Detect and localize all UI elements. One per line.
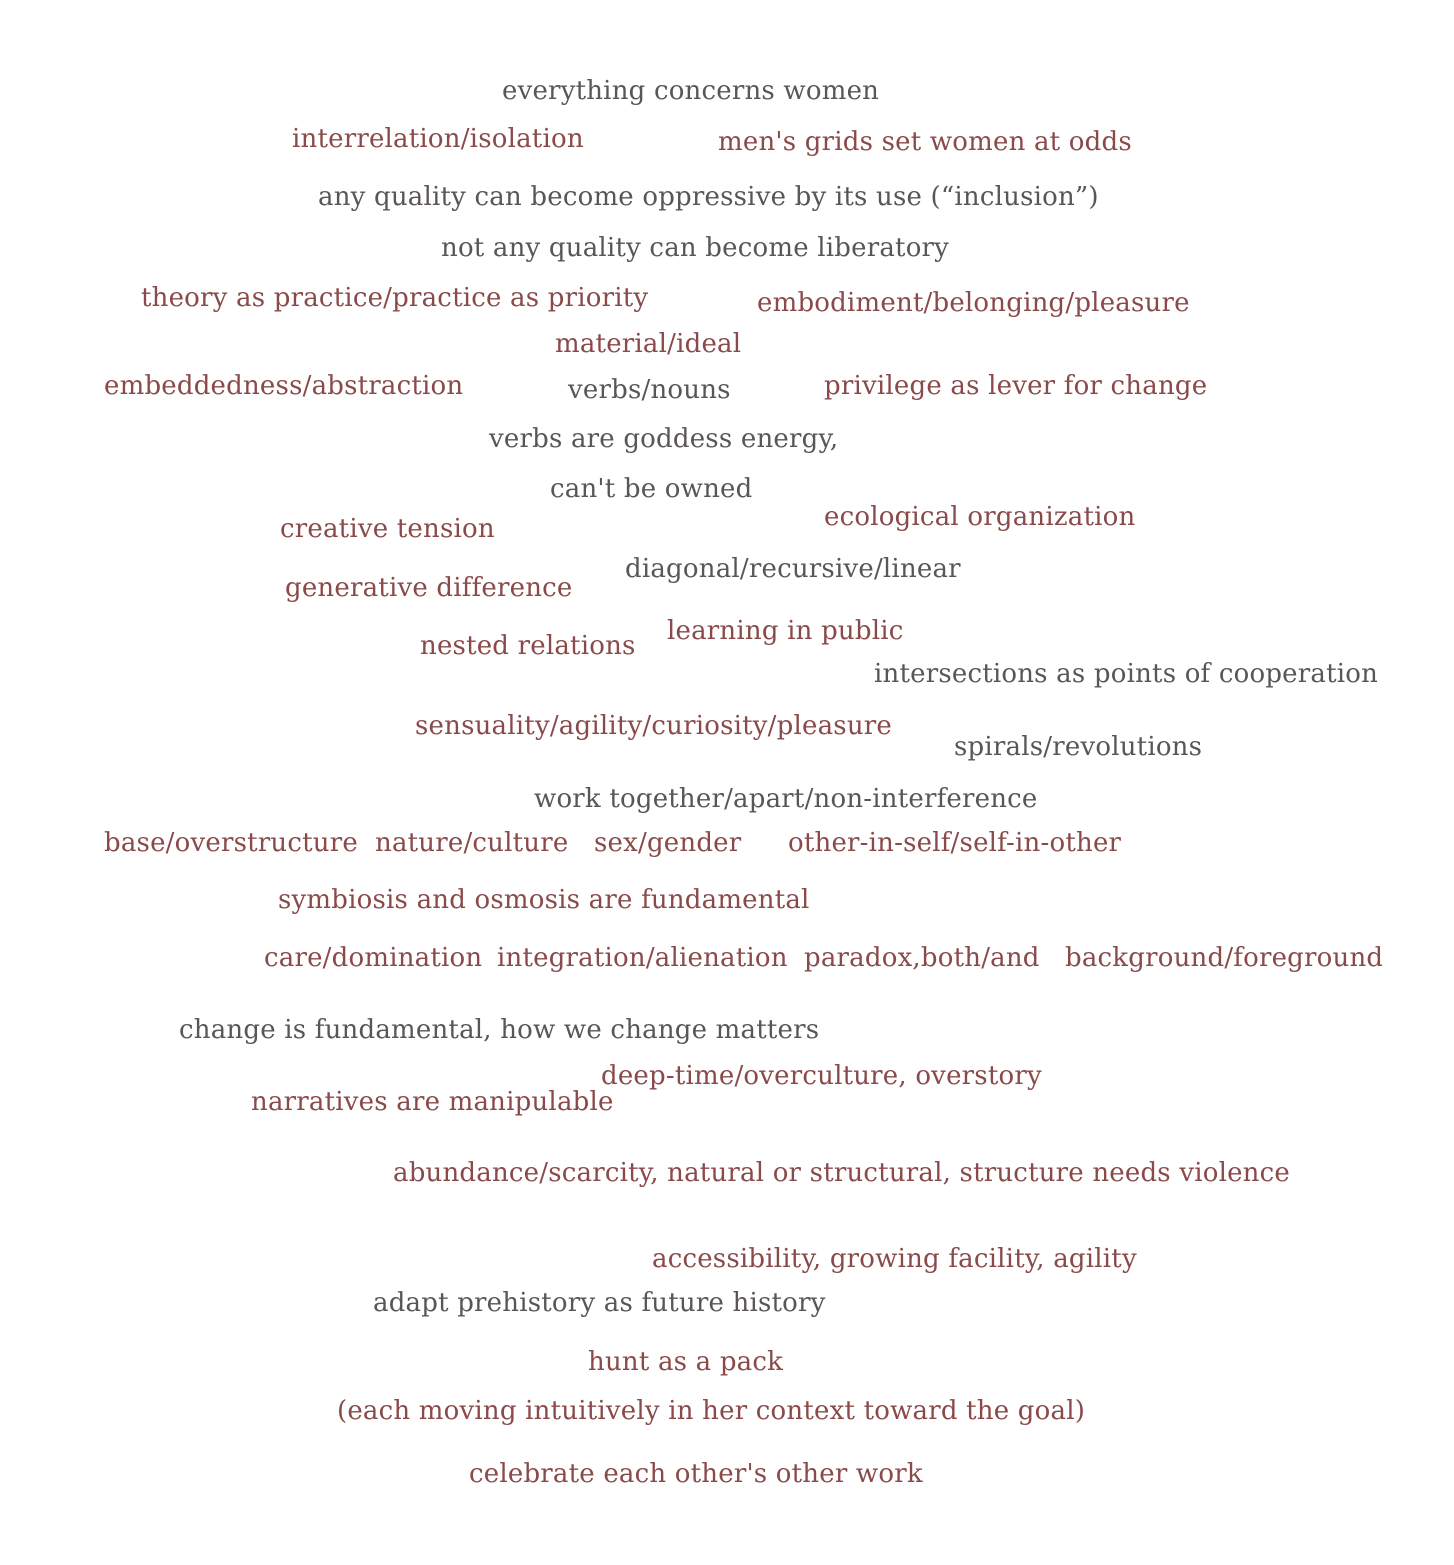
phrase-integration-alienation: integration/alienation — [497, 943, 788, 973]
phrase-base-overstructure: base/overstructure — [104, 828, 358, 858]
phrase-theory-as-practice: theory as practice/practice as priority — [141, 283, 649, 313]
phrase-hunt-as-a-pack: hunt as a pack — [588, 1347, 784, 1377]
phrase-accessibility: accessibility, growing facility, agility — [652, 1244, 1137, 1274]
phrase-paradox-both-and: paradox,both/and — [804, 943, 1040, 973]
phrase-narratives-manipulable: narratives are manipulable — [251, 1087, 614, 1117]
phrase-material-ideal: material/ideal — [555, 329, 742, 359]
phrase-creative-tension: creative tension — [280, 514, 495, 544]
phrase-not-any-quality-liberatory: not any quality can become liberatory — [441, 233, 950, 263]
phrase-background-foreground: background/foreground — [1065, 943, 1384, 973]
phrase-adapt-prehistory: adapt prehistory as future history — [373, 1288, 826, 1318]
phrase-deep-time: deep-time/overculture, overstory — [601, 1061, 1042, 1091]
phrase-other-in-self: other-in-self/self-in-other — [788, 828, 1122, 858]
phrase-interrelation-isolation: interrelation/isolation — [292, 124, 584, 154]
phrase-any-quality-oppressive: any quality can become oppressive by its use (“inclusion”) — [318, 182, 1099, 212]
phrase-verbs-goddess-energy: verbs are goddess energy, — [489, 424, 839, 454]
phrase-ecological-organization: ecological organization — [824, 502, 1136, 532]
phrase-nested-relations: nested relations — [420, 631, 636, 661]
phrase-spirals-revolutions: spirals/revolutions — [954, 732, 1203, 762]
phrase-generative-difference: generative difference — [285, 573, 573, 603]
phrase-verbs-nouns: verbs/nouns — [568, 375, 731, 405]
phrase-sex-gender: sex/gender — [594, 828, 742, 858]
phrase-learning-in-public: learning in public — [667, 616, 904, 646]
phrase-abundance-scarcity: abundance/scarcity, natural or structural, structure needs violence — [393, 1158, 1290, 1188]
phrase-privilege-as-lever: privilege as lever for change — [824, 371, 1208, 401]
phrase-each-moving-intuitively: (each moving intuitively in her context toward the goal) — [337, 1396, 1086, 1426]
phrase-sensuality-agility: sensuality/agility/curiosity/pleasure — [415, 711, 892, 741]
phrase-change-is-fundamental: change is fundamental, how we change matters — [179, 1015, 820, 1045]
phrase-diagonal-recursive-linear: diagonal/recursive/linear — [625, 554, 961, 584]
phrase-embodiment-belonging-pleasure: embodiment/belonging/pleasure — [757, 288, 1190, 318]
phrase-mens-grids: men's grids set women at odds — [718, 127, 1132, 157]
phrase-celebrate-each-other: celebrate each other's other work — [469, 1459, 923, 1489]
phrase-nature-culture: nature/culture — [375, 828, 569, 858]
phrase-intersections-cooperation: intersections as points of cooperation — [874, 659, 1379, 689]
phrase-symbiosis-osmosis: symbiosis and osmosis are fundamental — [278, 885, 810, 915]
phrase-work-together: work together/apart/non-interference — [534, 784, 1038, 814]
phrase-embeddedness-abstraction: embeddedness/abstraction — [104, 371, 464, 401]
phrase-everything-concerns-women: everything concerns women — [502, 76, 880, 106]
phrase-cant-be-owned: can't be owned — [550, 474, 753, 504]
phrase-care-domination: care/domination — [264, 943, 483, 973]
